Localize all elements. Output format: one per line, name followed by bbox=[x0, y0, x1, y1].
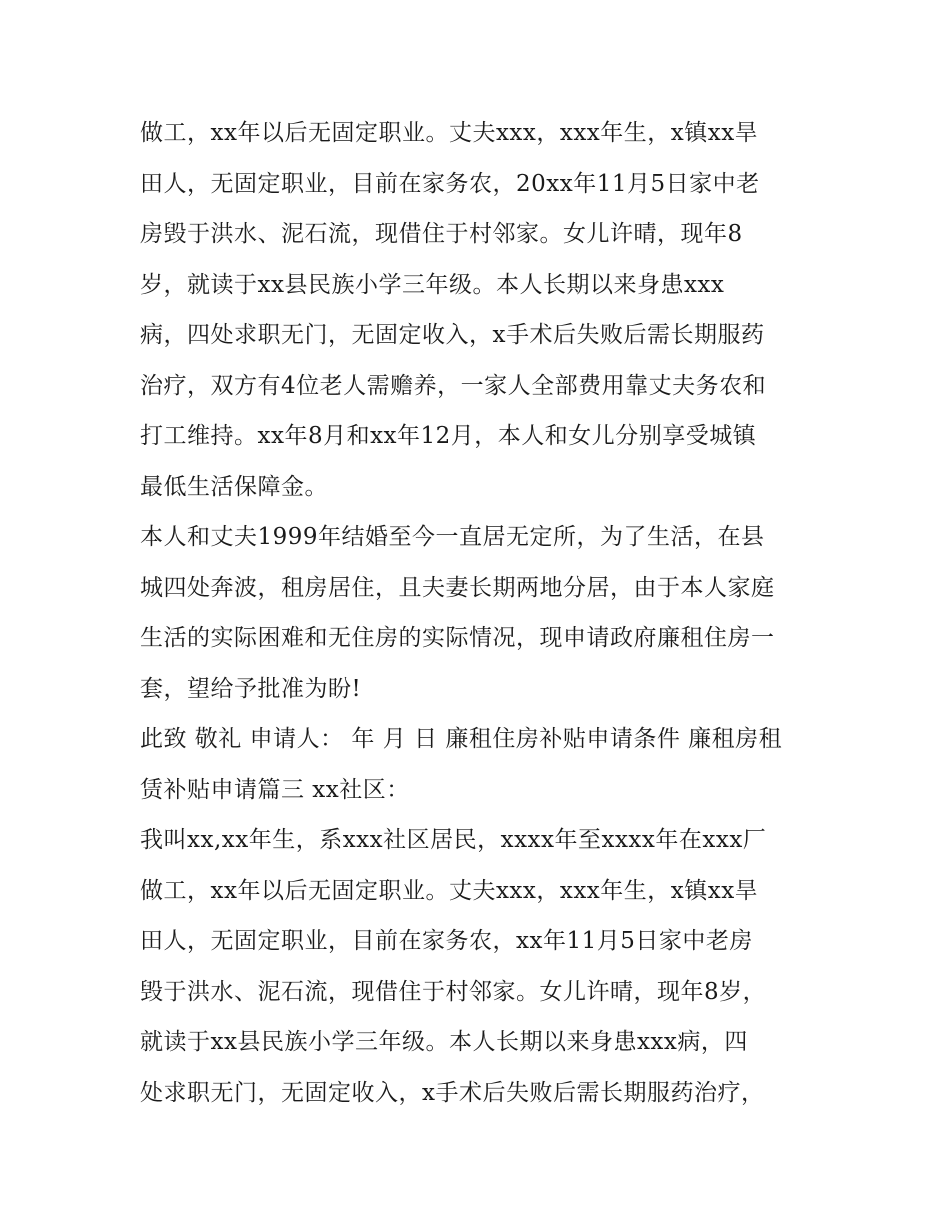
text-line: 最低生活保障金。 bbox=[140, 473, 328, 500]
text-line: 就读于xx县民族小学三年级。本人长期以来身患xxx病，四 bbox=[140, 1029, 748, 1055]
text-line: 岁，就读于xx县民族小学三年级。本人长期以来身患xxx bbox=[140, 271, 725, 298]
text-line: 治疗，双方有4位老人需赡养，一家人全部费用靠丈夫务农和 bbox=[140, 372, 767, 399]
text-line: 做工，xx年以后无固定职业。丈夫xxx，xxx年生，x镇xx旱 bbox=[140, 877, 759, 904]
text-line: 房毁于洪水、泥石流，现借住于村邻家。女儿许晴，现年8 bbox=[140, 221, 743, 247]
text-line: 打工维持。xx年8月和xx年12月，本人和女儿分别享受城镇 bbox=[140, 423, 757, 449]
text-line: 田人，无固定职业，目前在家务农，20xx年11月5日家中老 bbox=[140, 170, 760, 197]
text-line: 此致 敬礼 申请人： 年 月 日 廉租住房补贴申请条件 廉租房租 bbox=[140, 726, 783, 752]
text-line: 我叫xx,xx年生，系xxx社区居民，xxxx年至xxxx年在xxx厂 bbox=[140, 827, 767, 853]
document-body bbox=[140, 108, 830, 1118]
text-line: 城四处奔波，租房居住，且夫妻长期两地分居，由于本人家庭 bbox=[140, 574, 775, 601]
text-line: 生活的实际困难和无住房的实际情况，现申请政府廉租住房一 bbox=[140, 625, 775, 651]
text-line: 病，四处求职无门，无固定收入，x手术后失败后需长期服药 bbox=[140, 322, 765, 348]
text-line: 处求职无门，无固定收入，x手术后失败后需长期服药治疗， bbox=[140, 1079, 765, 1106]
text-line: 田人，无固定职业，目前在家务农，xx年11月5日家中老房 bbox=[140, 928, 753, 954]
text-line: 本人和丈夫1999年结婚至今一直居无定所，为了生活，在县 bbox=[140, 524, 765, 550]
text-line: 套，望给予批准为盼! bbox=[140, 675, 362, 702]
text-line: 毁于洪水、泥石流，现借住于村邻家。女儿许晴，现年8岁， bbox=[140, 978, 767, 1005]
text-line: 赁补贴申请篇三 xx社区： bbox=[140, 776, 410, 803]
text-line: 做工，xx年以后无固定职业。丈夫xxx，xxx年生，x镇xx旱 bbox=[140, 120, 759, 146]
